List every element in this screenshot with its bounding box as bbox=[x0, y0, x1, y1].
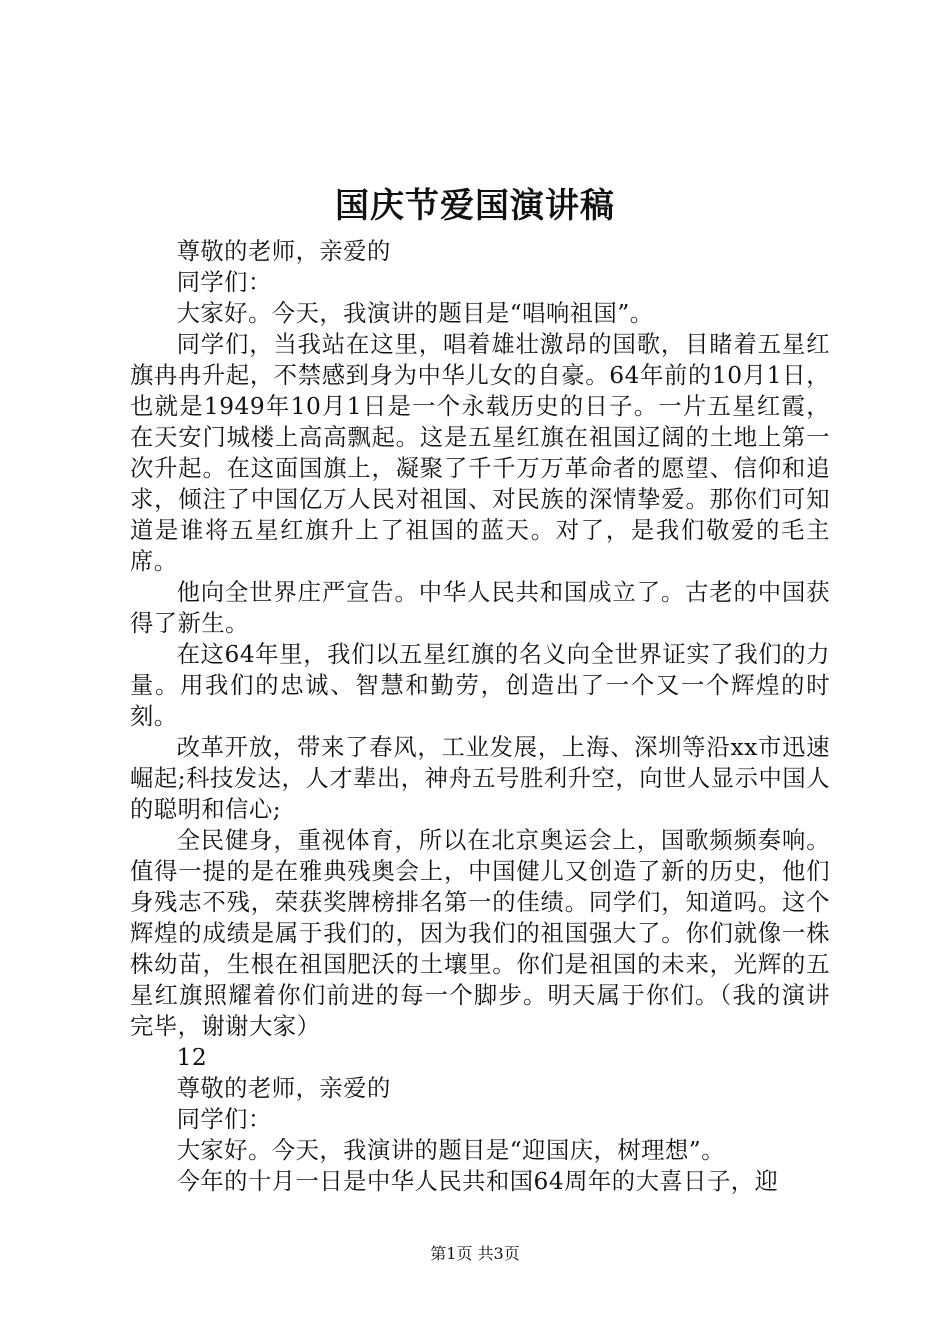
paragraph: 尊敬的老师，亲爱的 bbox=[176, 1075, 391, 1102]
paragraph: 12 bbox=[176, 1044, 208, 1071]
paragraph: 大家好。今天，我演讲的题目是“唱响祖国”。 bbox=[176, 300, 654, 327]
paragraph: 全民健身，重视体育，所以在北京奥运会上，国歌频频奏响。值得一提的是在雅典残奥会上，中国健儿又创造了新的历史，他们身残志不残，荣获奖牌榜排名第一的佳绩。同学们，知道吗。这个辉煌的成绩是属于我们的，因为我们的祖国强大了。你们就像一株株幼苗，生根在祖国肥沃的土壤里。你们是祖国的未来，光辉的五星红旗照耀着你们前进的每一个脚步。明天属于你们。（我的演讲完毕，谢谢大家） bbox=[130, 827, 830, 1040]
paragraph: 在这64年里，我们以五星红旗的名义向全世界证实了我们的力量。用我们的忠诚、智慧和勤劳，创造出了一个又一个辉煌的时刻。 bbox=[130, 641, 830, 730]
paragraph: 他向全世界庄严宣告。中华人民共和国成立了。古老的中国获得了新生。 bbox=[130, 579, 830, 637]
document-title: 国庆节爱国演讲稿 bbox=[335, 186, 615, 226]
page-footer: 第1页 共3页 bbox=[430, 1244, 520, 1263]
document-body bbox=[130, 236, 830, 1197]
paragraph: 大家好。今天，我演讲的题目是“迎国庆，树理想”。 bbox=[176, 1137, 725, 1164]
paragraph: 同学们： bbox=[176, 269, 272, 296]
paragraph: 同学们，当我站在这里，唱着雄壮激昂的国歌，目睹着五星红旗冉冉升起，不禁感到身为中华儿女的自豪。64年前的10月1日，也就是1949年10月1日是一个永载历史的日子。一片五星红霞，在天安门城楼上高高飘起。这是五星红旗在祖国辽阔的土地上第一次升起。在这面国旗上，凝聚了千千万万革命者的愿望、信仰和追求，倾注了中国亿万人民对祖国、对民族的深情挚爱。那你们可知道是谁将五星红旗升上了祖国的蓝天。对了，是我们敬爱的毛主席。 bbox=[130, 331, 830, 575]
paragraph: 今年的十月一日是中华人民共和国64周年的大喜日子，迎 bbox=[176, 1168, 779, 1195]
paragraph: 改革开放，带来了春风，工业发展，上海、深圳等沿xx市迅速崛起;科技发达，人才辈出，神舟五号胜利升空，向世人显示中国人的聪明和信心; bbox=[130, 734, 830, 823]
paragraph: 尊敬的老师，亲爱的 bbox=[176, 238, 391, 265]
paragraph: 同学们： bbox=[176, 1106, 272, 1133]
